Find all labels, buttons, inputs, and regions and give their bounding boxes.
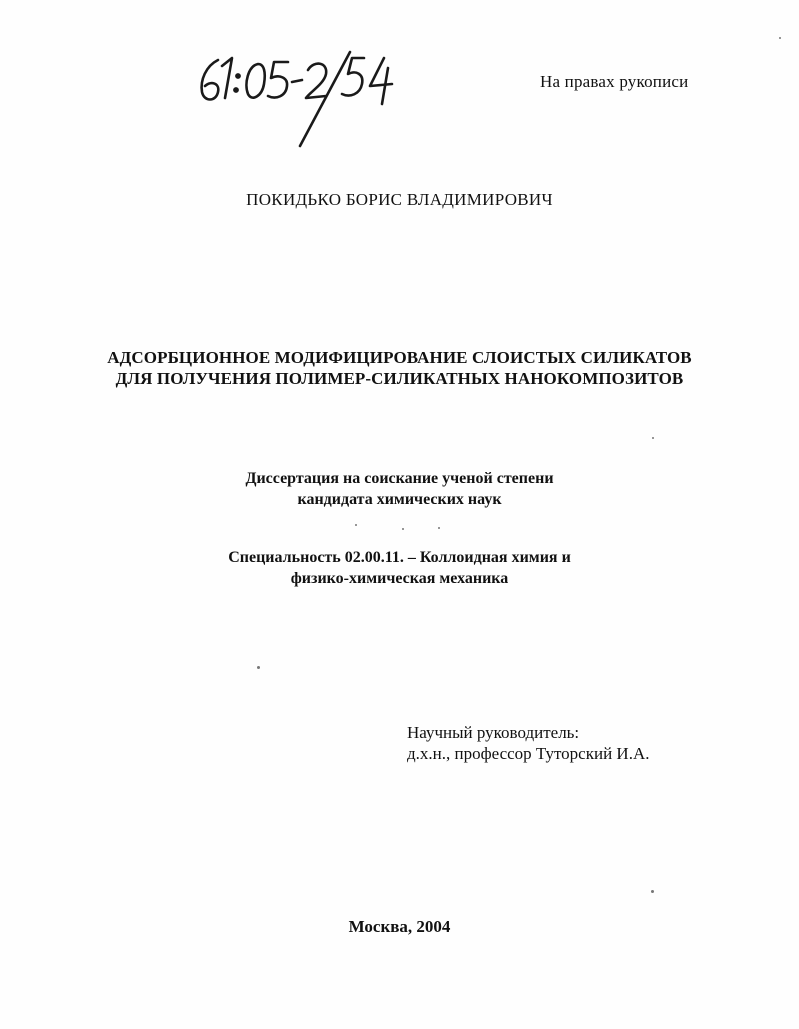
specialty-line: Специальность 02.00.11. – Коллоидная химия и	[228, 549, 571, 566]
place-and-year: Москва, 2004	[348, 917, 451, 936]
title-line: АДСОРБЦИОННОЕ МОДИФИЦИРОВАНИЕ СЛОИСТЫХ СИЛИКАТОВ	[107, 348, 692, 367]
degree-line: кандидата химических наук	[297, 491, 502, 508]
rights-notice: На правах рукописи	[540, 72, 689, 91]
degree-statement	[0, 468, 799, 510]
scan-speck	[257, 666, 260, 669]
specialty-line: физико-химическая механика	[290, 570, 509, 587]
scientific-advisor	[407, 722, 649, 764]
scan-speck	[779, 37, 781, 39]
degree-line: Диссертация на соискание ученой степени	[245, 470, 554, 487]
handwritten-catalog-code	[192, 44, 412, 156]
advisor-name: д.х.н., профессор Туторский И.А.	[407, 744, 650, 763]
title-line: ДЛЯ ПОЛУЧЕНИЯ ПОЛИМЕР-СИЛИКАТНЫХ НАНОКОМПОЗИТОВ	[115, 369, 684, 388]
scan-speck	[652, 437, 654, 439]
advisor-label: Научный руководитель:	[407, 723, 580, 742]
specialty-statement	[0, 547, 799, 589]
scan-speck	[402, 528, 404, 530]
author-name: ПОКИДЬКО БОРИС ВЛАДИМИРОВИЧ	[246, 190, 553, 209]
scan-speck	[355, 524, 357, 526]
scan-speck	[651, 890, 654, 893]
dissertation-title	[0, 347, 799, 389]
scan-speck	[438, 527, 440, 529]
